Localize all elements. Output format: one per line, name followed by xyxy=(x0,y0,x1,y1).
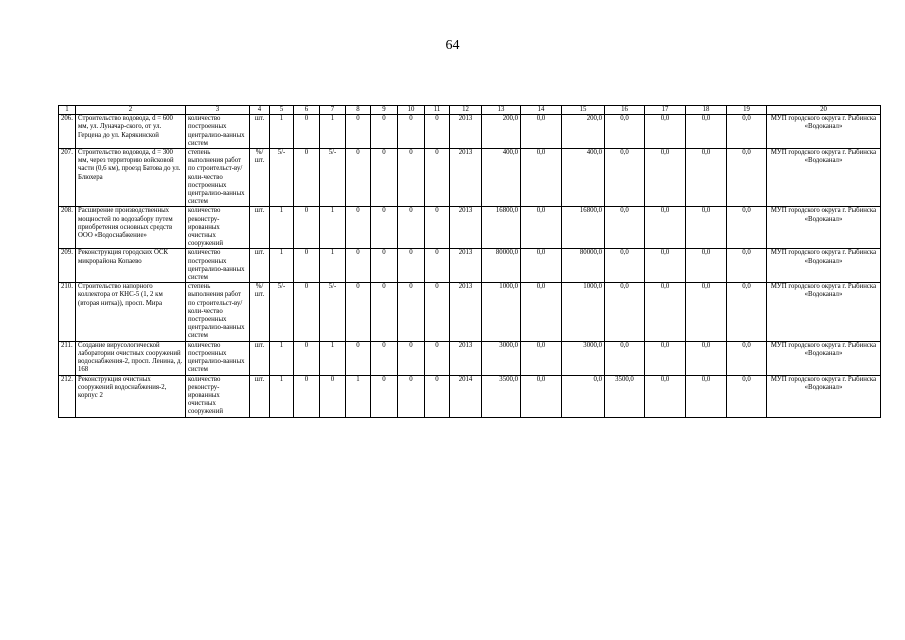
value-cell: 0,0 xyxy=(645,375,686,417)
value-cell: 0,0 xyxy=(605,207,645,249)
column-number-header: 18 xyxy=(686,106,727,115)
value-cell: 200,0 xyxy=(562,115,605,149)
column-number-header: 13 xyxy=(482,106,521,115)
value-cell: 0 xyxy=(294,283,320,341)
value-cell: 80000,0 xyxy=(562,249,605,283)
unit-cell: %/ шт. xyxy=(250,283,270,341)
executor-cell: МУП городского округа г. Рыбинска «Водоканал» xyxy=(767,249,881,283)
value-cell: 0,0 xyxy=(645,149,686,207)
value-cell: 0 xyxy=(425,283,450,341)
row-number-cell: 209. xyxy=(59,249,76,283)
year-cell: 2013 xyxy=(450,149,482,207)
unit-cell: шт. xyxy=(250,375,270,417)
column-number-header: 15 xyxy=(562,106,605,115)
value-cell: 0 xyxy=(371,149,398,207)
column-number-header: 11 xyxy=(425,106,450,115)
row-number-cell: 207. xyxy=(59,149,76,207)
unit-cell: шт. xyxy=(250,249,270,283)
table-body xyxy=(59,115,881,417)
value-cell: 0 xyxy=(294,207,320,249)
value-cell: 400,0 xyxy=(562,149,605,207)
page-number: 64 xyxy=(445,38,460,53)
column-number-header: 5 xyxy=(270,106,294,115)
value-cell: 0,0 xyxy=(686,115,727,149)
column-number-header: 14 xyxy=(521,106,562,115)
value-cell: 0,0 xyxy=(686,283,727,341)
measure-name-cell: Реконструкция городских ОСК микрорайона Копаево xyxy=(76,249,186,283)
value-cell: 0 xyxy=(371,249,398,283)
year-cell: 2013 xyxy=(450,207,482,249)
executor-cell: МУП городского округа г. Рыбинска «Водоканал» xyxy=(767,341,881,375)
value-cell: 0,0 xyxy=(727,149,767,207)
value-cell: 0 xyxy=(346,115,371,149)
column-number-header: 2 xyxy=(76,106,186,115)
value-cell: 0,0 xyxy=(686,207,727,249)
value-cell: 0,0 xyxy=(645,115,686,149)
value-cell: 0 xyxy=(371,115,398,149)
indicator-cell: количество построенных централизо-ванных систем xyxy=(186,341,250,375)
value-cell: 1 xyxy=(270,207,294,249)
value-cell: 1 xyxy=(270,375,294,417)
column-number-header: 17 xyxy=(645,106,686,115)
value-cell: 0,0 xyxy=(605,149,645,207)
executor-cell: МУП городского округа г. Рыбинска «Водоканал» xyxy=(767,207,881,249)
value-cell: 1 xyxy=(346,375,371,417)
indicator-cell: степень выполнения работ по строительст-ву/ коли-чество построенных централизо-ванных систем xyxy=(186,283,250,341)
value-cell: 0,0 xyxy=(727,249,767,283)
value-cell: 3000,0 xyxy=(482,341,521,375)
value-cell: 1 xyxy=(270,341,294,375)
value-cell: 0 xyxy=(398,375,425,417)
value-cell: 0,0 xyxy=(727,283,767,341)
value-cell: 0 xyxy=(346,283,371,341)
value-cell: 0 xyxy=(346,249,371,283)
column-number-header: 19 xyxy=(727,106,767,115)
column-number-header: 10 xyxy=(398,106,425,115)
column-number-header: 16 xyxy=(605,106,645,115)
value-cell: 0,0 xyxy=(645,341,686,375)
value-cell: 0,0 xyxy=(645,249,686,283)
indicator-cell: количество реконстру-ированных очистных сооружений xyxy=(186,375,250,417)
indicator-cell: количество построенных централизо-ванных систем xyxy=(186,115,250,149)
unit-cell: шт. xyxy=(250,115,270,149)
value-cell: 0 xyxy=(425,249,450,283)
value-cell: 200,0 xyxy=(482,115,521,149)
value-cell: 0,0 xyxy=(686,375,727,417)
table-row xyxy=(59,375,881,417)
value-cell: 0,0 xyxy=(727,341,767,375)
indicator-cell: степень выполнения работ по строительст-ву/ коли-чество построенных централизо-ванных систем xyxy=(186,149,250,207)
row-number-cell: 210. xyxy=(59,283,76,341)
program-table xyxy=(58,105,881,418)
executor-cell: МУП городского округа г. Рыбинска «Водоканал» xyxy=(767,149,881,207)
value-cell: 0,0 xyxy=(521,375,562,417)
unit-cell: %/ шт. xyxy=(250,149,270,207)
executor-cell: МУП городского округа г. Рыбинска «Водоканал» xyxy=(767,375,881,417)
column-number-header: 1 xyxy=(59,106,76,115)
value-cell: 0 xyxy=(294,149,320,207)
year-cell: 2013 xyxy=(450,341,482,375)
value-cell: 0,0 xyxy=(727,207,767,249)
value-cell: 0 xyxy=(371,375,398,417)
value-cell: 3000,0 xyxy=(562,341,605,375)
column-number-header: 20 xyxy=(767,106,881,115)
value-cell: 0 xyxy=(425,375,450,417)
measure-name-cell: Создание вирусологической лаборатории очистных сооружений водоснабжения-2, просп. Ленина, д. 168 xyxy=(76,341,186,375)
value-cell: 0,0 xyxy=(521,341,562,375)
value-cell: 0 xyxy=(398,283,425,341)
value-cell: 0 xyxy=(346,341,371,375)
row-number-cell: 208. xyxy=(59,207,76,249)
value-cell: 1 xyxy=(320,207,346,249)
value-cell: 0 xyxy=(398,341,425,375)
measure-name-cell: Строительство водовода, d = 300 мм, через территорию войсковой части (0,6 км), проезд Батова до ул. Блюхера xyxy=(76,149,186,207)
value-cell: 0,0 xyxy=(645,207,686,249)
value-cell: 1 xyxy=(320,115,346,149)
measure-name-cell: Строительство напорного коллектора от КНС-5 (1, 2 км (вторая нитка)), просп. Мира xyxy=(76,283,186,341)
value-cell: 0 xyxy=(371,207,398,249)
value-cell: 5/- xyxy=(320,149,346,207)
value-cell: 80000,0 xyxy=(482,249,521,283)
column-number-header: 9 xyxy=(371,106,398,115)
value-cell: 0,0 xyxy=(605,341,645,375)
value-cell: 0,0 xyxy=(521,249,562,283)
executor-cell: МУП городского округа г. Рыбинска «Водоканал» xyxy=(767,115,881,149)
table-row xyxy=(59,207,881,249)
value-cell: 0,0 xyxy=(686,149,727,207)
value-cell: 0 xyxy=(346,149,371,207)
value-cell: 0,0 xyxy=(727,375,767,417)
measure-name-cell: Строительство водовода, d = 600 мм, ул. Луначар-ского, от ул. Герцена до ул. Карякинской xyxy=(76,115,186,149)
value-cell: 0 xyxy=(398,149,425,207)
value-cell: 5/- xyxy=(270,149,294,207)
value-cell: 1 xyxy=(320,249,346,283)
value-cell: 0 xyxy=(294,341,320,375)
value-cell: 0,0 xyxy=(686,249,727,283)
value-cell: 0,0 xyxy=(605,249,645,283)
column-number-header: 12 xyxy=(450,106,482,115)
value-cell: 0,0 xyxy=(521,115,562,149)
value-cell: 5/- xyxy=(320,283,346,341)
year-cell: 2013 xyxy=(450,249,482,283)
value-cell: 0 xyxy=(425,207,450,249)
column-number-header: 6 xyxy=(294,106,320,115)
value-cell: 0 xyxy=(294,249,320,283)
value-cell: 1000,0 xyxy=(482,283,521,341)
table-row xyxy=(59,149,881,207)
year-cell: 2013 xyxy=(450,115,482,149)
table-row xyxy=(59,341,881,375)
column-number-header: 4 xyxy=(250,106,270,115)
value-cell: 0,0 xyxy=(521,149,562,207)
value-cell: 0,0 xyxy=(605,115,645,149)
value-cell: 0,0 xyxy=(686,341,727,375)
unit-cell: шт. xyxy=(250,341,270,375)
value-cell: 1 xyxy=(270,115,294,149)
value-cell: 0 xyxy=(294,375,320,417)
value-cell: 0,0 xyxy=(521,207,562,249)
value-cell: 0,0 xyxy=(605,283,645,341)
table-row xyxy=(59,115,881,149)
value-cell: 0 xyxy=(371,283,398,341)
value-cell: 0 xyxy=(346,207,371,249)
value-cell: 0,0 xyxy=(521,283,562,341)
value-cell: 1000,0 xyxy=(562,283,605,341)
year-cell: 2013 xyxy=(450,283,482,341)
column-number-header: 7 xyxy=(320,106,346,115)
year-cell: 2014 xyxy=(450,375,482,417)
column-number-header: 3 xyxy=(186,106,250,115)
indicator-cell: количество построенных централизо-ванных систем xyxy=(186,249,250,283)
value-cell: 0 xyxy=(425,115,450,149)
column-number-row xyxy=(59,106,881,115)
value-cell: 0 xyxy=(320,375,346,417)
measure-name-cell: Расширение производственных мощностей по водозабору путем приобретения основных средств ООО «Водоснабжение» xyxy=(76,207,186,249)
indicator-cell: количество реконстру-ированных очистных сооружений xyxy=(186,207,250,249)
table-row xyxy=(59,283,881,341)
value-cell: 0 xyxy=(398,249,425,283)
value-cell: 0 xyxy=(425,149,450,207)
value-cell: 0 xyxy=(294,115,320,149)
value-cell: 0,0 xyxy=(727,115,767,149)
column-number-header: 8 xyxy=(346,106,371,115)
row-number-cell: 212. xyxy=(59,375,76,417)
table-row xyxy=(59,249,881,283)
value-cell: 0 xyxy=(398,115,425,149)
value-cell: 1 xyxy=(270,249,294,283)
row-number-cell: 211. xyxy=(59,341,76,375)
value-cell: 3500,0 xyxy=(605,375,645,417)
value-cell: 0,0 xyxy=(645,283,686,341)
value-cell: 1 xyxy=(320,341,346,375)
measure-name-cell: Реконструкция очистных сооружений водоснабжения-2, корпус 2 xyxy=(76,375,186,417)
executor-cell: МУП городского округа г. Рыбинска «Водоканал» xyxy=(767,283,881,341)
value-cell: 16800,0 xyxy=(562,207,605,249)
value-cell: 0 xyxy=(425,341,450,375)
value-cell: 16800,0 xyxy=(482,207,521,249)
value-cell: 0 xyxy=(398,207,425,249)
value-cell: 0,0 xyxy=(562,375,605,417)
value-cell: 5/- xyxy=(270,283,294,341)
value-cell: 3500,0 xyxy=(482,375,521,417)
value-cell: 0 xyxy=(371,341,398,375)
row-number-cell: 206. xyxy=(59,115,76,149)
unit-cell: шт. xyxy=(250,207,270,249)
value-cell: 400,0 xyxy=(482,149,521,207)
